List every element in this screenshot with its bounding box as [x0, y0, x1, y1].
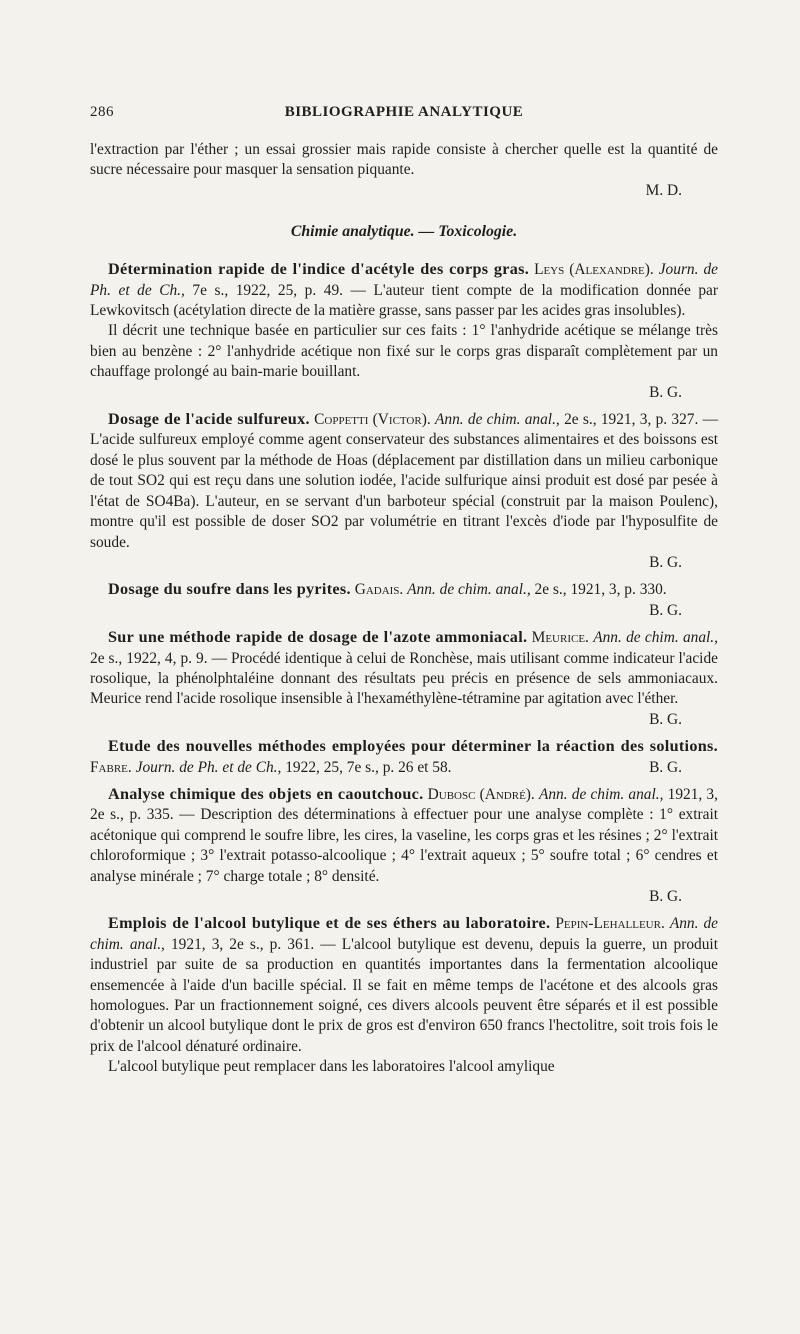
entry-citation: 2e s., 1921, 3, p. 330. — [534, 581, 667, 599]
entry-body: Il décrit une technique basée en particulier sur ces faits : 1° l'anhydride acétique se mélange très bien au benzène : 2° l'anhydride acétique non fixé sur le corps gras disparaît complètement par un chauffage prolongé au bain-marie bouillant. — [90, 322, 718, 381]
bibliography-entry — [90, 736, 718, 778]
page-number: 286 — [90, 104, 114, 120]
entry-title: Dosage de l'acide sulfureux. — [108, 410, 310, 429]
entry-title: Dosage du soufre dans les pyrites. — [108, 580, 351, 599]
entry-title: Analyse chimique des objets en caoutchouc. — [108, 784, 424, 803]
intro-paragraph: l'extraction par l'éther ; un essai grossier mais rapide consiste à chercher quelle est la quantité de sucre nécessaire pour masquer la sensation piquante. — [90, 141, 718, 179]
entry-journal: Ann. de chim. anal., — [434, 411, 560, 429]
entry-author: Gadais. — [354, 581, 404, 599]
entry-signature: B. G. — [649, 383, 682, 401]
entry-signature: B. G. — [649, 888, 682, 905]
bibliography-entry — [90, 409, 718, 573]
entry-title: Emplois de l'alcool butylique et de ses éthers au laboratoire. — [108, 914, 551, 933]
entry-signature: B. G. — [649, 758, 682, 776]
entry-title: Détermination rapide de l'indice d'acétyle des corps gras. — [108, 260, 530, 279]
entry-journal: Journ. de Ph. et de Ch., — [135, 758, 282, 776]
entry-signature: B. G. — [649, 553, 682, 571]
entry-journal: Journ. de Ph. et de Ch., — [90, 261, 718, 299]
intro-signature: M. D. — [645, 181, 682, 199]
entry-journal: Ann. de chim. anal., — [538, 785, 664, 803]
entry-journal: Ann. de chim. anal., — [593, 629, 718, 647]
section-heading: Chimie analytique. — Toxicologie. — [290, 223, 518, 241]
entry-citation: 2e s., 1921, 3, p. 327. — L'acide sulfureux employé comme agent conservateur des substances alimentaires et des boissons est dosé le plus souvent par la méthode de Hoas (déplacement par distillation dans un milieu carbonique de tout SO2 qui est reçu dans une solution iodée, l'acide sulfurique ainsi produit est dosé par pesée à l'état de SO4Ba). L'auteur, en se servant d'un barboteur spécial (construit par la maison Poulenc), montre qu'il est possible de doser SO2 par volumétrie en titrant l'excès d'iode par l'hyposulfite de soude. — [90, 411, 718, 551]
entry-title: Sur une méthode rapide de dosage de l'azote ammoniacal. — [108, 628, 528, 647]
header-title: BIBLIOGRAPHIE ANALYTIQUE — [284, 104, 524, 120]
entry-author: Fabre. — [90, 758, 132, 776]
bibliography-entry — [90, 913, 718, 1077]
entry-signature: B. G. — [649, 601, 682, 619]
bibliography-entry — [90, 579, 718, 621]
entry-journal: Ann. de chim. anal., — [407, 581, 531, 599]
bibliography-entry — [90, 627, 718, 730]
entry-author: Pepin-Lehalleur. — [555, 915, 665, 933]
entry-citation: 1922, 25, 7e s., p. 26 et 58. — [285, 758, 452, 776]
running-header — [90, 104, 718, 126]
entry-citation: 1921, 3, 2e s., p. 361. — L'alcool butylique est devenu, depuis la guerre, un produit industriel par suite de sa production en quantités importantes dans la fermentation alcoolique ensemencée à l'aide d'un bacille spécial. Il se fait en même temps de l'acétone et des alcools gras homologues. Par un fractionnement soigné, ces divers alcools peuvent être séparés et il est possible d'obtenir un alcool butylique dont le prix de gros est d'environ 650 francs l'hectolitre, soit trois fois le prix de l'alcool dénaturé ordinaire. — [90, 935, 718, 1055]
entry-author: Coppetti (Victor). — [314, 411, 431, 429]
entry-author: Leys (Alexandre). — [534, 261, 654, 279]
entry-title: Etude des nouvelles méthodes employées pour déterminer la réaction des solutions. — [108, 737, 718, 756]
bibliography-entry — [90, 259, 718, 403]
entry-author: Dubosc (André). — [427, 785, 535, 803]
entry-citation: 7e s., 1922, 25, p. 49. — L'auteur tient compte de la modification donnée par Lewkovitsch (acétylation directe de la matière grasse, sans passer par les acides gras insolubles). — [90, 281, 718, 320]
entry-signature: B. G. — [649, 710, 682, 728]
entry-author: Meurice. — [531, 629, 589, 647]
entry-body: L'alcool butylique peut remplacer dans les laboratoires l'alcool amylique — [108, 1058, 555, 1076]
entry-citation: 1921, 3, 2e s., p. 335. — Description des déterminations à effectuer pour une analyse complète : 1° extrait acétonique qui comprend le soufre libre, les cires, la vaseline, les corps gras et les résines ; 2° l'extrait chloroformique ; 3° l'extrait potasso-alcoolique ; 4° l'extrait aqueux ; 5° soufre total ; 6° cendres et analyse minérale ; 7° charge totale ; 8° densité. — [90, 785, 718, 885]
bibliography-entry — [90, 784, 718, 907]
entry-journal: Ann. de chim. anal., — [90, 915, 718, 953]
entry-citation: 2e s., 1922, 4, p. 9. — Procédé identique à celui de Ronchèse, mais utilisant comme indicateur l'acide rosolique, la phénolphtaléine donnant des résultats peu précis en présence de sels ammoniacaux. Meurice rend l'acide rosolique insensible à l'hexaméthylène-tétramine par agitation avec l'éther. — [90, 649, 718, 708]
